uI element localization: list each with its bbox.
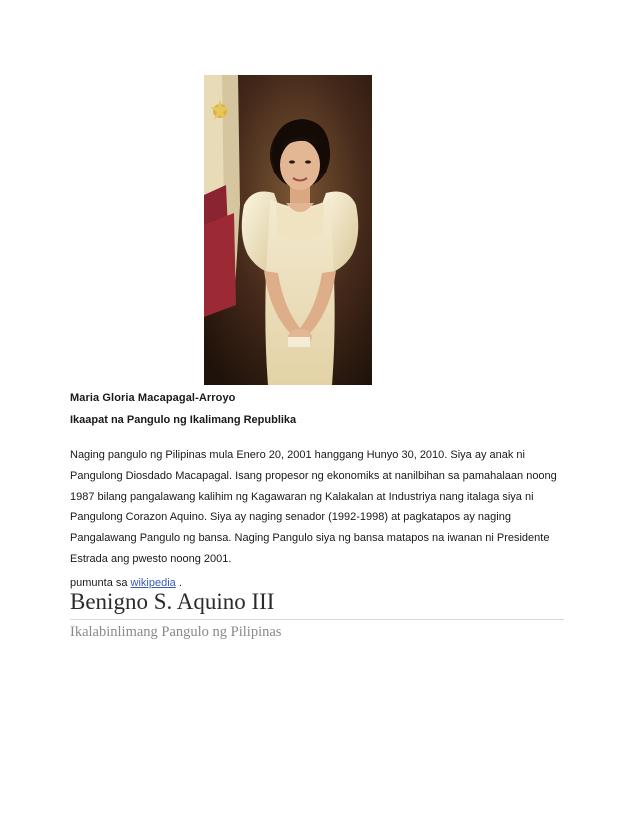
section-subheading: Ikalabinlimang Pangulo ng Pilipinas [70, 624, 282, 640]
more-info-prefix: pumunta sa [70, 577, 128, 589]
biography-line: 1987 bilang pangalawang kalihim ng Kagawaran ng Kalakalan at Industriya nang italaga siya ni [70, 490, 534, 503]
biography-line: Pangulong Corazon Aquino. Siya ay naging senador (1992-1998) at pagkatapos ay naging [70, 511, 511, 524]
section-heading: Benigno S. Aquino III [70, 589, 275, 614]
heading-divider [70, 619, 564, 620]
portrait-illustration [204, 75, 372, 385]
portrait-caption-name: Maria Gloria Macapagal-Arroyo [70, 392, 236, 404]
portrait-image [204, 75, 372, 385]
more-info-suffix: . [175, 577, 182, 589]
more-info-line [70, 577, 182, 589]
biography-line: Pangalawang Pangulo ng bansa. Naging Pangulo siya ng bansa matapos na iwanan ni Presidente [70, 532, 550, 545]
wikipedia-link[interactable]: wikipedia [130, 577, 176, 589]
portrait-caption-title: Ikaapat na Pangulo ng Ikalimang Republika [70, 414, 297, 426]
biography-line: Naging pangulo ng Pilipinas mula Enero 20, 2001 hanggang Hunyo 30, 2010. Siya ay anak ni [70, 449, 525, 461]
biography-paragraph [70, 445, 570, 570]
biography-line: Pangulong Diosdado Macapagal. Isang propesor ng ekonomiks at nanilbihan sa pamahalaan noong [70, 469, 557, 482]
biography-line: Estrada ang pwesto noong 2001. [70, 552, 232, 565]
